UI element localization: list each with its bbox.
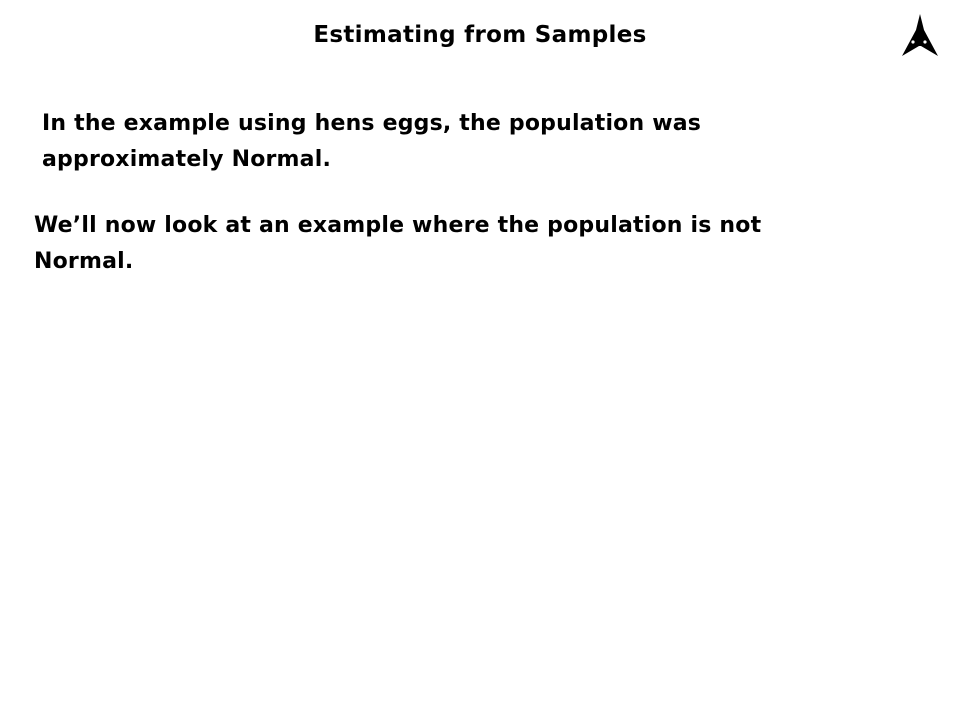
paragraph-eggs-example: In the example using hens eggs, the population was approximately Normal. bbox=[42, 111, 702, 172]
slide-title: Estimating from Samples bbox=[313, 22, 647, 48]
star-man-icon bbox=[898, 12, 940, 56]
paragraph-not-normal-example: We’ll now look at an example where the population is not Normal. bbox=[34, 213, 762, 274]
